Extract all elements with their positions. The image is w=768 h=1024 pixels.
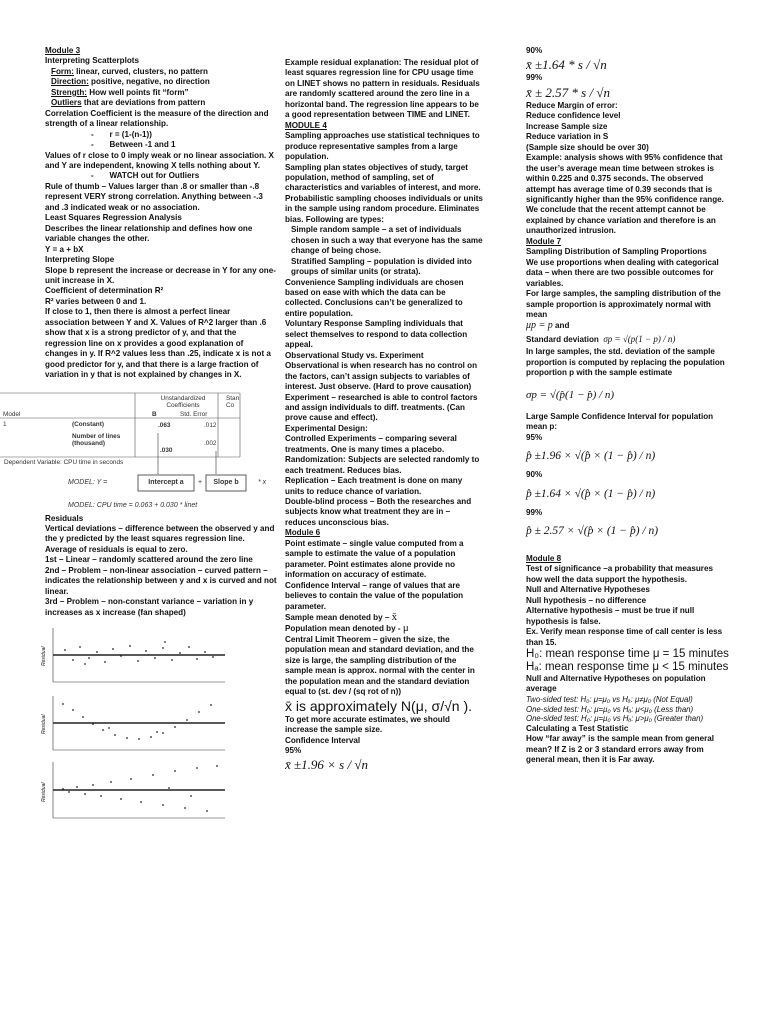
alt-hypothesis: Alternative hypothesis – must be true if null hypothesis is false. bbox=[526, 606, 695, 626]
intercept-box: Intercept a bbox=[148, 478, 184, 486]
prop-90-label: 90% bbox=[526, 470, 543, 480]
module-3-heading: Module 3 bbox=[45, 46, 81, 55]
stratified-text: Stratified Sampling – population is divided into groups of similar units (or strata). bbox=[291, 256, 472, 277]
direction-line: Direction: positive, negative, no direction bbox=[51, 77, 210, 87]
lsr-heading: Least Squares Regression Analysis bbox=[45, 213, 182, 223]
example-residual-text: Example residual explanation: The residual plot of least squares regression line for CPU usage time on LINET shows no pattern in residuals. Residuals are randomly scattered around the zero line in a horizontal band. The regression line appears to be a good representation between TIME and LINET. bbox=[285, 58, 480, 120]
row2-se: .002 bbox=[204, 439, 217, 447]
lsr-description: Describes the linear relationship and defines how one variable changes the other. bbox=[45, 223, 253, 244]
slope-box: Slope b bbox=[213, 478, 239, 486]
column-3 bbox=[526, 46, 729, 766]
mean-formula-line: μp = p and bbox=[526, 320, 570, 332]
r2-text: If close to 1, then there is almost a perfect linear association between Y and X. Values of R^2 larger than .6 show that x is a strong predictor of y, and that the regression line on x provides a good explanation of changes in y. If R^2 values less than .25, indicate x is not a good predictor for y, and that there is a large fraction of variation in y that is not explained by changes in X. bbox=[45, 307, 271, 380]
column-2 bbox=[285, 58, 483, 773]
strength-line: Strength: How well points fit “form” bbox=[51, 87, 189, 97]
sigma-hat-formula: σp = √(p̂(1 − p̂) / n) bbox=[526, 388, 615, 401]
sdsp-heading: Sampling Distribution of Sampling Proportions bbox=[526, 247, 707, 257]
correlation-definition: Correlation Coefficient is the measure of the direction and strength of a linear relationship. bbox=[45, 108, 269, 129]
test-statistic-heading: Calculating a Test Statistic bbox=[526, 723, 629, 733]
two-sided-test: Two-sided test: H₀: μ=μ₀ vs Hₐ: μ≠μ₀ (Not Equal) bbox=[526, 694, 693, 704]
confidence-interval-text: Confidence Interval – range of values that are believes to contain the value of the population parameter. bbox=[285, 580, 464, 611]
coef-determination: Coefficient of determination R² bbox=[45, 286, 164, 296]
times-x: * x bbox=[258, 478, 267, 486]
test-significance-text: Test of significance –a probability that measures how well the data support the hypothesis. bbox=[526, 564, 713, 584]
slope-description: Slope b represent the increase or decrease in Y for any one-unit increase in X. bbox=[45, 265, 276, 285]
residual-plot-fan bbox=[41, 758, 235, 822]
voluntary-text: Voluntary Response Sampling individuals that select themselves to respond to data collection appeal. bbox=[285, 319, 468, 350]
example-verify: Ex. Verify mean response time of call center is less than 15. bbox=[526, 627, 723, 647]
obs-vs-exp-heading: Observational Study vs. Experiment bbox=[285, 350, 424, 360]
r-range: - Between -1 and 1 bbox=[91, 140, 176, 150]
approx-normal-formula: x̄ is approximately N(μ, σ/√n ). bbox=[285, 697, 472, 714]
b-header: B bbox=[152, 410, 157, 418]
increase-sample: Increase Sample size bbox=[526, 121, 608, 131]
experimental-design-heading: Experimental Design: bbox=[285, 423, 368, 433]
residual-plot-curved bbox=[41, 690, 235, 754]
how-far-text: How “far away” is the sample mean from general mean? If Z is 2 or 3 standard errors away from general mean, then it is Far away. bbox=[526, 734, 715, 765]
experiment-text: Experiment – researched is able to control factors and assign individuals to diff. treatments. (Can prove cause and effect). bbox=[285, 392, 478, 423]
r-zero-text: Values of r close to 0 imply weak or no linear association. X and Y are independent, knowing X tells nothing about Y. bbox=[45, 150, 274, 170]
module-8-heading: Module 8 bbox=[526, 553, 562, 563]
lsr-equation: Y = a + bX bbox=[45, 244, 84, 254]
residuals-average: Average of residuals is equal to zero. bbox=[45, 544, 188, 554]
one-sided-greater: One-sided test: H₀: μ=μ₀ vs Hₐ: μ>μ₀ (Greater than) bbox=[526, 714, 704, 724]
sample-mean-line: Sample mean denoted by – x̄ bbox=[285, 611, 398, 624]
prop-90-formula: p̂ ±1.64 × √(p̂ × (1 − p̂) / n) bbox=[526, 487, 656, 500]
residual-plot-curved-graphic bbox=[45, 690, 235, 754]
column-1 bbox=[3, 46, 277, 824]
randomization-text: Randomization: Subjects are selected randomly to each treatment. Reduces bias. bbox=[285, 455, 480, 475]
model-header: Model bbox=[3, 410, 21, 418]
sampling-text: Sampling approaches use statistical techniques to produce representative samples from a large population. bbox=[285, 131, 480, 162]
reduce-moe-heading: Reduce Margin of error: bbox=[526, 100, 618, 110]
row2-b: .030 bbox=[160, 446, 173, 454]
residual-type-2: 2nd – Problem – non-linear association – curved pattern – indicates the relationship between y and x is curved and not linear. bbox=[45, 565, 277, 596]
sampling-plan-text: Sampling plan states objectives of study, target population, method of sampling, set of characteristics and variables of interest, and more. bbox=[285, 162, 481, 193]
null-alt-heading: Null and Alternative Hypotheses bbox=[526, 585, 650, 595]
reduce-variation: Reduce variation in S bbox=[526, 132, 609, 142]
watch-outliers: - WATCH out for Outliers bbox=[91, 171, 200, 181]
r-formula: - r = (1-(n-1)) bbox=[91, 129, 152, 139]
residual-axis-label-1: Residual bbox=[41, 646, 47, 667]
accurate-estimates-text: To get more accurate estimates, we should increase the sample size. bbox=[285, 714, 450, 735]
simple-random-text: Simple random sample – a set of individuals chosen in such a way that everyone has the same change of being chose. bbox=[291, 225, 483, 256]
replication-text: Replication – Each treatment is done on many units to reduce chance of variation. bbox=[285, 476, 463, 496]
null-alt-pop-heading: Null and Alternative Hypotheses on population average bbox=[526, 674, 706, 694]
residual-axis-label-3: Residual bbox=[41, 782, 47, 803]
null-hypothesis: Null hypothesis – no difference bbox=[526, 595, 647, 605]
ci-90-label: 90% bbox=[526, 46, 543, 55]
std-error-header: Std. Error bbox=[180, 410, 208, 418]
sample-size-note: (Sample size should be over 30) bbox=[526, 142, 649, 152]
residual-plot-fan-graphic bbox=[45, 758, 235, 822]
slope-heading: Interpreting Slope bbox=[45, 255, 115, 265]
lsci-heading: Large Sample Confidence Interval for population mean p: bbox=[526, 411, 714, 432]
ci-95-formula: x̄ ±1.96 × s / √n bbox=[285, 757, 368, 773]
prop-95-label: 95% bbox=[526, 432, 543, 442]
r2-range: R² varies between 0 and 1. bbox=[45, 296, 147, 306]
example-analysis: Example: analysis shows with 95% confidence that the user’s average mean time between strokes is within 0.225 and 0.375 seconds. The observed attempt has average time of 0.39 seconds that is significantly higher than the 95% confidence range. We conclude that the recent attempt cannot be explained by chance variation and therefore is an unauthorized intrusion. bbox=[526, 153, 724, 236]
module-4-heading: MODULE 4 bbox=[285, 120, 327, 130]
residual-axis-label-2: Residual bbox=[41, 714, 47, 735]
dependent-variable: Dependent Variable: CPU time in seconds bbox=[4, 458, 124, 466]
scatterplots-heading: Interpreting Scatterplots bbox=[45, 56, 139, 66]
row1-se: .012 bbox=[204, 421, 217, 429]
model-cpu-equation: MODEL: CPU time = 0.063 + 0.030 * linet bbox=[68, 501, 198, 509]
clt-text: Central Limit Theorem – given the size, the population mean and standard deviation, and the size is large, the sampling distribution of the sample mean is approx. normal with the center in the population mean and the standard deviation equal to (st. dev / (sq rot of n)) bbox=[285, 634, 475, 697]
ha-line: Hₐ: mean response time μ < 15 minutes bbox=[526, 661, 729, 674]
observational-text: Observational is when research has no control on the factors, can’t assign subjects to variables of interest. Just observe. (Hard to prove causation) bbox=[285, 361, 478, 392]
ci-heading: Confidence Interval bbox=[285, 735, 361, 745]
double-blind-text: Double-blind process – Both the researches and subjects know what treatment they are in – reduces unconscious bias. bbox=[285, 497, 472, 527]
row1-number: 1 bbox=[3, 420, 7, 428]
ci-99-formula: x̄ ± 2.57 * s / √n bbox=[526, 84, 610, 100]
residual-plot-linear-graphic bbox=[45, 622, 235, 686]
unstandardized-header: Unstandardized Coefficients bbox=[160, 394, 206, 409]
model-y-label: MODEL: Y = bbox=[68, 478, 108, 486]
prop-99-formula: p̂ ± 2.57 × √(p̂ × (1 − p̂) / n) bbox=[526, 524, 659, 537]
controlled-text: Controlled Experiments – comparing several treatments. One is many times a placebo. bbox=[285, 434, 457, 454]
residuals-description: Vertical deviations – difference between the observed y and the y predicted by the least squares regression line. bbox=[45, 523, 275, 544]
outliers-line: Outliers that are deviations from pattern bbox=[51, 98, 206, 108]
convenience-text: Convenience Sampling individuals are chosen based on ease with which the data can be collected. Conclusions can’t be generalized to entire population. bbox=[285, 277, 464, 318]
regression-output-table bbox=[0, 387, 280, 512]
residual-plot-linear bbox=[41, 622, 235, 686]
standardized-header: Stan Co bbox=[226, 394, 240, 409]
one-sided-less: One-sided test: H₀: μ=μ₀ vs Hₐ: μ<μ₀ (Less than) bbox=[526, 704, 694, 714]
residual-type-1: 1st – Linear – randomly scattered around the zero line bbox=[45, 555, 253, 565]
row2-label: Number of lines (thousand) bbox=[72, 432, 121, 447]
probabilistic-text: Probabilistic sampling chooses individuals or units in the sample using random procedure. Eliminates bias. Following are types: bbox=[285, 193, 483, 224]
residuals-heading: Residuals bbox=[45, 513, 84, 523]
sdsp-description: We use proportions when dealing with categorical data – when there are two possible outcomes for variables. bbox=[526, 257, 719, 288]
plus-sign: + bbox=[198, 478, 203, 486]
ci-99-label: 99% bbox=[526, 73, 543, 83]
module-7-heading: Module 7 bbox=[526, 236, 562, 246]
prop-95-formula: p̂ ±1.96 × √(p̂ × (1 − p̂) / n) bbox=[526, 450, 656, 463]
point-estimate-text: Point estimate – single value computed from a sample to estimate the value of a population parameter. Point estimates alone provide no information on accuracy of estimate. bbox=[285, 538, 464, 580]
row1-label: (Constant) bbox=[72, 420, 104, 428]
reduce-confidence: Reduce confidence level bbox=[526, 111, 621, 121]
ci-95-label: 95% bbox=[285, 746, 302, 755]
row1-b: .063 bbox=[158, 421, 171, 429]
form-line: Form: linear, curved, clusters, no pattern bbox=[51, 66, 208, 76]
large-samples-text: For large samples, the sampling distribution of the sample proportion is approximately normal with mean bbox=[526, 289, 721, 319]
residual-type-3: 3rd – Problem – non-constant variance – variation in y increases as x increase (fan shaped) bbox=[45, 597, 254, 617]
h0-line: H₀: mean response time μ = 15 minutes bbox=[526, 648, 729, 661]
prop-99-label: 99% bbox=[526, 507, 543, 517]
std-dev-line: Standard deviation σp = √(p(1 − p) / n) bbox=[526, 333, 676, 344]
ci-90-formula: x̄ ±1.64 * s / √n bbox=[526, 57, 607, 73]
rule-of-thumb: Rule of thumb – Values larger than .8 or smaller than -.8 represent VERY strong correlation. Anything between -.3 and .3 indicated weak or no association. bbox=[45, 181, 263, 212]
population-mean-line: Population mean denoted by - μ bbox=[285, 622, 409, 635]
replace-proportion-text: In large samples, the std. deviation of the sample proportion is computed by replacing the population proportion p with the sample estimate bbox=[526, 347, 725, 378]
module-6-heading: Module 6 bbox=[285, 528, 321, 538]
